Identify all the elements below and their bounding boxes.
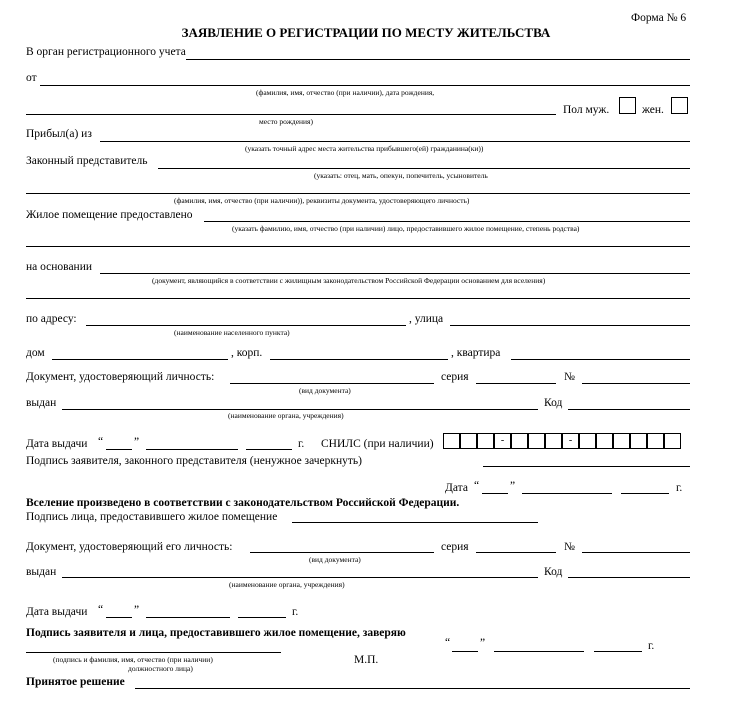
provider-number-label: №: [564, 541, 575, 553]
snils-cell[interactable]: [511, 433, 528, 449]
hint-fio-birth: (фамилия, имя, отчество (при наличии), дата рождения,: [256, 88, 435, 97]
snils-cell[interactable]: [477, 433, 494, 449]
provider-sign-line[interactable]: [292, 522, 538, 523]
snils-label: СНИЛС (при наличии): [321, 438, 434, 450]
to-organ-label: В орган регистрационного учета: [26, 46, 186, 58]
provider-issue-day-line[interactable]: [106, 617, 132, 618]
from-label: от: [26, 72, 37, 84]
snils-cell[interactable]: [630, 433, 647, 449]
issued-line[interactable]: [62, 409, 538, 410]
decision-line[interactable]: [135, 688, 690, 689]
hint-prev-address: (указать точный адрес места жительства прибывшего(ей) гражданина(ки)): [245, 144, 484, 153]
provider-quote-open: “: [98, 604, 104, 616]
legal-rep-label: Законный представитель: [26, 155, 148, 167]
issue-day-line[interactable]: [106, 449, 132, 450]
snils-cell[interactable]: [647, 433, 664, 449]
cert-year-label: г.: [648, 640, 655, 652]
cert-day-line[interactable]: [452, 651, 478, 652]
series-line[interactable]: [476, 383, 556, 384]
decision-label: Принятое решение: [26, 676, 125, 688]
settlement-law-text: Вселение произведено в соответствии с законодательством Российской Федерации.: [26, 497, 460, 509]
housing-provided-label: Жилое помещение предоставлено: [26, 209, 193, 221]
apartment-line[interactable]: [511, 359, 690, 360]
date-quote-close: ”: [510, 480, 516, 492]
organ-line[interactable]: [186, 59, 690, 60]
cert-month-line[interactable]: [494, 651, 584, 652]
number-line[interactable]: [582, 383, 690, 384]
quote-close: ”: [134, 436, 140, 448]
hint-settlement: (наименование населенного пункта): [174, 328, 290, 337]
issue-month-line[interactable]: [146, 449, 238, 450]
snils-cell[interactable]: [443, 433, 460, 449]
hint-doc-kind: (вид документа): [299, 386, 351, 395]
provider-issued-line[interactable]: [62, 577, 538, 578]
id-doc-label: Документ, удостоверяющий личность:: [26, 371, 215, 383]
provider-code-label: Код: [544, 566, 563, 578]
issued-label: выдан: [26, 397, 57, 409]
basis-label: на основании: [26, 261, 93, 273]
provider-doc-kind-line[interactable]: [250, 552, 434, 553]
quote-open: “: [98, 436, 104, 448]
series-label: серия: [441, 371, 469, 383]
certify-text: Подпись заявителя и лица, предоставившего жилое помещение, заверяю: [26, 627, 406, 639]
cert-quote-close: ”: [480, 637, 486, 649]
basis-line-1[interactable]: [100, 273, 690, 274]
provider-id-doc-label: Документ, удостоверяющий его личность:: [26, 541, 233, 553]
date-month-line[interactable]: [522, 493, 612, 494]
hint-rep-docs: (фамилия, имя, отчество (при наличии)), реквизиты документа, удостоверяющего личность): [174, 196, 470, 205]
snils-cell[interactable]: -: [562, 433, 579, 449]
building-line[interactable]: [270, 359, 448, 360]
hint-official-2: должностного лица): [128, 664, 193, 673]
stamp-label: М.П.: [354, 654, 379, 666]
issue-year-line[interactable]: [246, 449, 292, 450]
provider-issued-label: выдан: [26, 566, 57, 578]
snils-cell[interactable]: [664, 433, 681, 449]
hint-provider: (указать фамилию, имя, отчество (при наличии) лицо, предоставившего жилое помещение, степень родства): [232, 224, 580, 233]
hint-rep: (указать: отец, мать, опекун, попечитель, усыновитель: [314, 171, 488, 180]
address-label: по адресу:: [26, 313, 77, 325]
date-label: Дата: [445, 482, 468, 494]
year-label: г.: [298, 438, 305, 450]
provider-issue-date-label: Дата выдачи: [26, 606, 88, 618]
hint-issuer: (наименование органа, учреждения): [228, 411, 344, 420]
provider-sign-label: Подпись лица, предоставившего жилое помещение: [26, 511, 278, 523]
form-number: Форма № 6: [631, 12, 687, 24]
gender-male-label: Пол муж.: [563, 104, 610, 116]
date-day-line[interactable]: [482, 493, 508, 494]
house-label: дом: [26, 347, 45, 359]
provider-series-line[interactable]: [476, 552, 556, 553]
provider-number-line[interactable]: [582, 552, 690, 553]
settlement-line[interactable]: [86, 325, 406, 326]
hint-basis: (документ, являющийся в соответствии с жилищным законодательством Российской Федерации основанием для вселения): [152, 276, 546, 285]
house-line[interactable]: [52, 359, 228, 360]
gender-female-label: жен.: [642, 104, 664, 116]
provider-series-label: серия: [441, 541, 469, 553]
arrived-from-label: Прибыл(а) из: [26, 128, 92, 140]
gender-male-checkbox[interactable]: [619, 97, 636, 114]
snils-cell[interactable]: -: [494, 433, 511, 449]
id-doc-kind-line[interactable]: [230, 383, 434, 384]
gender-female-checkbox[interactable]: [671, 97, 688, 114]
cert-quote-open: “: [445, 637, 451, 649]
official-sign-line[interactable]: [26, 652, 281, 653]
provider-code-line[interactable]: [568, 577, 690, 578]
issue-date-label: Дата выдачи: [26, 438, 88, 450]
snils-cell[interactable]: [613, 433, 630, 449]
applicant-line-1[interactable]: [40, 85, 690, 86]
legal-rep-line-1[interactable]: [158, 168, 690, 169]
snils-cell[interactable]: [596, 433, 613, 449]
applicant-sign-line[interactable]: [483, 466, 690, 467]
provider-line-1[interactable]: [204, 221, 690, 222]
applicant-sign-label: Подпись заявителя, законного представителя (ненужное зачеркнуть): [26, 455, 362, 467]
hint-provider-issuer: (наименование органа, учреждения): [229, 580, 345, 589]
hint-birth-place: место рождения): [259, 117, 314, 126]
date-quote-open: “: [474, 480, 480, 492]
hint-provider-doc-kind: (вид документа): [309, 555, 361, 564]
cert-year-line[interactable]: [594, 651, 642, 652]
snils-cell[interactable]: [579, 433, 596, 449]
date-year-label: г.: [676, 482, 683, 494]
arrived-from-line[interactable]: [100, 141, 690, 142]
code-label: Код: [544, 397, 563, 409]
date-year-line[interactable]: [621, 493, 669, 494]
snils-cell[interactable]: [545, 433, 562, 449]
code-line[interactable]: [568, 409, 690, 410]
applicant-line-2[interactable]: [26, 114, 556, 115]
number-label: №: [564, 371, 575, 383]
snils-cell[interactable]: [528, 433, 545, 449]
provider-issue-year-line[interactable]: [238, 617, 286, 618]
page-title: ЗАЯВЛЕНИЕ О РЕГИСТРАЦИИ ПО МЕСТУ ЖИТЕЛЬСТВА: [181, 25, 551, 40]
provider-line-2[interactable]: [26, 246, 690, 247]
legal-rep-line-2[interactable]: [26, 193, 690, 194]
street-label: , улица: [409, 313, 444, 325]
street-line[interactable]: [450, 325, 690, 326]
provider-year-label: г.: [292, 606, 299, 618]
hint-official-1: (подпись и фамилия, имя, отчество (при наличии): [53, 655, 213, 664]
snils-cell[interactable]: [460, 433, 477, 449]
building-label: , корп.: [231, 347, 263, 359]
provider-issue-month-line[interactable]: [146, 617, 230, 618]
apartment-label: , квартира: [451, 347, 501, 359]
provider-quote-close: ”: [134, 604, 140, 616]
basis-line-2[interactable]: [26, 298, 690, 299]
